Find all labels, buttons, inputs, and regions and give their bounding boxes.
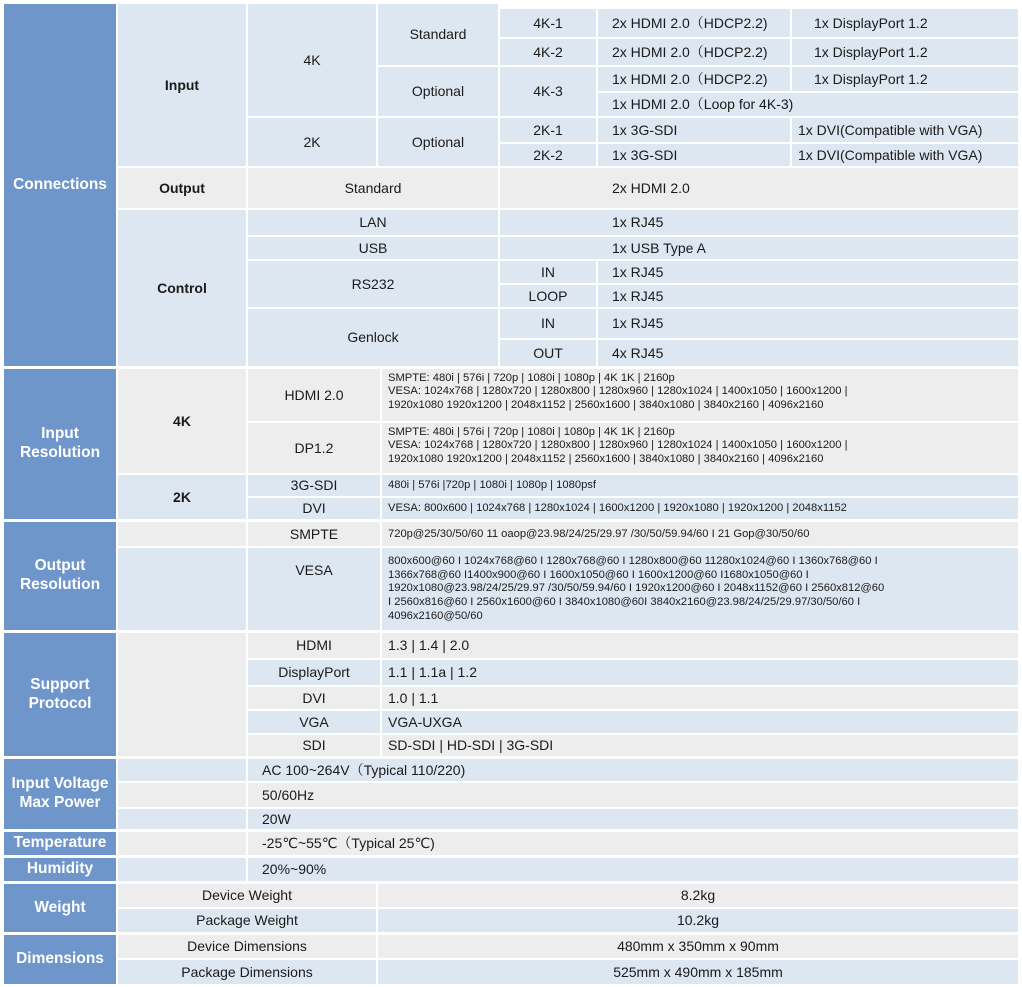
- protocol-sdi-value: SD-SDI | HD-SDI | 3G-SDI: [382, 735, 1018, 756]
- rs232-loop-value: 1x RJ45: [598, 285, 1018, 307]
- port-4k-1: 4K-1: [500, 9, 596, 37]
- power-frequency: 50/60Hz: [248, 783, 1018, 807]
- category-input-voltage-power: Input Voltage Max Power: [4, 759, 116, 829]
- input-label: Input: [118, 4, 246, 166]
- port-4k-2-hdmi: 2x HDMI 2.0（HDCP2.2): [598, 39, 790, 65]
- hdmi20-vesa-line-1: VESA: 1024x768 | 1280x720 | 1280x800 | 1280x960 | 1280x1024 | 1400x1050 | 1600x1200 |: [388, 385, 848, 398]
- dp12-vesa-line-1: VESA: 1024x768 | 1280x720 | 1280x800 | 1280x960 | 1280x1024 | 1400x1050 | 1600x1200 |: [388, 439, 848, 452]
- port-4k-2: 4K-2: [500, 39, 596, 65]
- vesa-line-5: 4096x2160@50/60: [388, 609, 483, 622]
- power-max: 20W: [248, 809, 1018, 829]
- vesa-line-4: I 2560x816@60 I 2560x1600@60 I 3840x1080@60I 3840x2160@23.98/24/25/29.97/30/50/60 I: [388, 595, 861, 608]
- input-2k-label: 2K: [248, 118, 376, 166]
- input-4k-optional: Optional: [378, 67, 498, 116]
- output-label: Output: [118, 168, 246, 208]
- output-res-spacer-1: [118, 522, 246, 546]
- package-dimensions-value: 525mm x 490mm x 185mm: [378, 960, 1018, 984]
- protocol-hdmi-value: 1.3 | 1.4 | 2.0: [382, 633, 1018, 658]
- humidity-value: 20%~90%: [248, 858, 1018, 881]
- control-rs232: RS232: [248, 261, 498, 307]
- input-res-dp12-formats: [382, 423, 1018, 473]
- vesa-line-3: 1920x1080@23.98/24/25/29.97 /30/50/59.94/60 I 1920x1200@60 I 2048x1152@60 I 2560x812@60: [388, 582, 885, 595]
- category-support-protocol: Support Protocol: [4, 633, 116, 756]
- hdmi20-smpte-line: SMPTE: 480i | 576i | 720p | 1080i | 1080p | 4K 1K | 2160p: [388, 372, 675, 384]
- output-res-spacer-2: [118, 548, 246, 630]
- package-dimensions-label: Package Dimensions: [118, 960, 376, 984]
- genlock-out: OUT: [500, 340, 596, 366]
- temperature-value: -25℃~55℃（Typical 25℃): [248, 832, 1018, 855]
- control-lan: LAN: [248, 210, 498, 235]
- port-2k-2-sdi: 1x 3G-SDI: [598, 144, 790, 166]
- protocol-sdi: SDI: [248, 735, 380, 756]
- port-2k-1-sdi: 1x 3G-SDI: [598, 118, 790, 142]
- vesa-line-1: 800x600@60 I 1024x768@60 I 1280x768@60 I 1280x800@60 11280x1024@60 I 1360x768@60 I: [388, 555, 878, 567]
- protocol-spacer: [118, 633, 246, 756]
- rs232-in-value: 1x RJ45: [598, 261, 1018, 283]
- port-4k-3-dp: 1x DisplayPort 1.2: [792, 67, 1018, 91]
- category-dimensions: Dimensions: [4, 935, 116, 984]
- protocol-displayport: DisplayPort: [248, 660, 380, 685]
- output-res-smpte-formats: 720p@25/30/50/60 11 oaop@23.98/24/25/29.97 /30/50/59.94/60 I 21 Gop@30/50/60: [382, 522, 1018, 546]
- device-weight-value: 8.2kg: [378, 884, 1018, 907]
- port-4k-1-hdmi: 2x HDMI 2.0（HDCP2.2): [598, 9, 790, 37]
- protocol-dvi: DVI: [248, 687, 380, 709]
- input-res-dp12: DP1.2: [248, 423, 380, 473]
- output-value: 2x HDMI 2.0: [500, 168, 1018, 208]
- output-res-smpte: SMPTE: [248, 522, 380, 546]
- vesa-line-2: 1366x768@60 I1400x900@60 I 1600x1050@60 I 1600x1200@60 I1680x1050@60 I: [388, 568, 809, 581]
- protocol-dvi-value: 1.0 | 1.1: [382, 687, 1018, 709]
- rs232-in: IN: [500, 261, 596, 283]
- port-4k-3: 4K-3: [500, 67, 596, 116]
- package-weight-value: 10.2kg: [378, 909, 1018, 932]
- hdmi20-vesa-line-2: 1920x1080 1920x1200 | 2048x1152 | 2560x1600 | 3840x1080 | 3840x2160 | 4096x2160: [388, 398, 824, 411]
- category-temperature: Temperature: [4, 832, 116, 855]
- power-voltage: AC 100~264V（Typical 110/220): [248, 759, 1018, 781]
- rs232-loop: LOOP: [500, 285, 596, 307]
- input-4k-label: 4K: [248, 4, 376, 116]
- output-res-vesa: VESA: [248, 548, 380, 630]
- port-4k-3-loop: 1x HDMI 2.0（Loop for 4K-3): [598, 93, 1018, 116]
- control-lan-value: 1x RJ45: [500, 210, 1018, 235]
- category-input-resolution: Input Resolution: [4, 369, 116, 519]
- input-4k-standard: Standard: [378, 4, 498, 65]
- genlock-in: IN: [500, 309, 596, 338]
- input-res-hdmi20-formats: [382, 369, 1018, 421]
- category-connections: Connections: [4, 4, 116, 366]
- input-res-hdmi20: HDMI 2.0: [248, 369, 380, 421]
- dp12-smpte-line: SMPTE: 480i | 576i | 720p | 1080i | 1080p | 4K 1K | 2160p: [388, 426, 675, 438]
- category-output-resolution: Output Resolution: [4, 522, 116, 630]
- device-dimensions-label: Device Dimensions: [118, 935, 376, 958]
- device-dimensions-value: 480mm x 350mm x 90mm: [378, 935, 1018, 958]
- power-spacer-1: [118, 759, 246, 781]
- control-usb-value: 1x USB Type A: [500, 237, 1018, 259]
- input-res-dvi-formats: VESA: 800x600 | 1024x768 | 1280x1024 | 1600x1200 | 1920x1080 | 1920x1200 | 2048x1152: [382, 498, 1018, 519]
- control-label: Control: [118, 210, 246, 366]
- port-4k-1-dp: 1x DisplayPort 1.2: [792, 9, 1018, 37]
- category-humidity: Humidity: [4, 858, 116, 881]
- dp12-vesa-line-2: 1920x1080 1920x1200 | 2048x1152 | 2560x1600 | 3840x1080 | 3840x2160 | 4096x2160: [388, 452, 824, 465]
- port-2k-2-dvi: 1x DVI(Compatible with VGA): [792, 144, 1018, 166]
- output-res-vesa-formats: [382, 548, 1018, 630]
- port-4k-3-hdmi: 1x HDMI 2.0（HDCP2.2): [598, 67, 790, 91]
- package-weight-label: Package Weight: [118, 909, 376, 932]
- protocol-hdmi: HDMI: [248, 633, 380, 658]
- genlock-in-value: 1x RJ45: [598, 309, 1018, 338]
- input-res-dvi: DVI: [248, 498, 380, 519]
- port-2k-1-dvi: 1x DVI(Compatible with VGA): [792, 118, 1018, 142]
- temperature-spacer: [118, 832, 246, 855]
- port-2k-2: 2K-2: [500, 144, 596, 166]
- control-usb: USB: [248, 237, 498, 259]
- port-2k-1: 2K-1: [500, 118, 596, 142]
- humidity-spacer: [118, 858, 246, 881]
- input-2k-optional: Optional: [378, 118, 498, 166]
- genlock-out-value: 4x RJ45: [598, 340, 1018, 366]
- category-weight: Weight: [4, 884, 116, 932]
- device-weight-label: Device Weight: [118, 884, 376, 907]
- protocol-vga: VGA: [248, 711, 380, 733]
- protocol-vga-value: VGA-UXGA: [382, 711, 1018, 733]
- input-res-2k-label: 2K: [118, 475, 246, 519]
- protocol-displayport-value: 1.1 | 1.1a | 1.2: [382, 660, 1018, 685]
- port-4k-2-dp: 1x DisplayPort 1.2: [792, 39, 1018, 65]
- power-spacer-2: [118, 783, 246, 807]
- input-res-3gsdi: 3G-SDI: [248, 475, 380, 496]
- control-genlock: Genlock: [248, 309, 498, 366]
- input-res-3gsdi-formats: 480i | 576i |720p | 1080i | 1080p | 1080psf: [382, 475, 1018, 496]
- power-spacer-3: [118, 809, 246, 829]
- input-res-4k-label: 4K: [118, 369, 246, 473]
- output-type: Standard: [248, 168, 498, 208]
